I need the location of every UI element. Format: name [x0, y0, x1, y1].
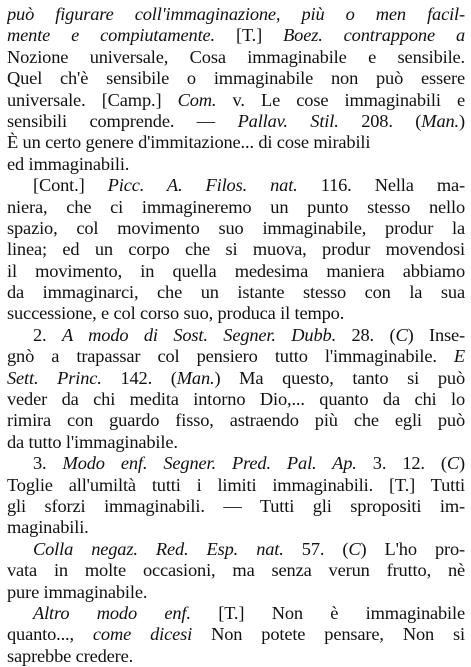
text-span: [T.] Non è immaginabile — [190, 602, 465, 623]
text-line — [7, 261, 465, 282]
text-span: gli sforzi immaginabili. — Tutti gli spropositi im- — [7, 495, 465, 516]
italic-text-span: Boez. contrappone a — [283, 25, 465, 46]
text-span: ed immaginabili. — [7, 153, 130, 174]
italic-text-span: Colla negaz. Red. Esp. nat. — [33, 538, 284, 559]
text-line — [7, 389, 465, 410]
text-line — [7, 111, 465, 132]
italic-text-span: E — [453, 346, 465, 367]
italic-text-span: Altro modo enf. — [33, 602, 191, 623]
italic-text-span: Man. — [176, 367, 215, 388]
italic-text-span: A modo di Sost. Segner. Dubb. — [61, 324, 337, 345]
text-line — [7, 517, 465, 538]
text-line — [7, 154, 465, 175]
text-line — [7, 453, 465, 474]
text-line — [7, 475, 465, 496]
text-span: ) — [459, 453, 465, 474]
text-span: [Cont.] — [33, 175, 108, 196]
text-line — [7, 582, 465, 603]
text-span: linea; ed un corpo che si muova, produr movendosi — [7, 239, 465, 260]
text-line — [7, 68, 465, 89]
text-span: sensibili comprende. — — [7, 110, 238, 131]
text-line — [7, 4, 465, 25]
text-span: veder da chi medita intorno Dio,... quanto da chi lo — [7, 389, 465, 410]
text-span: 3. — [33, 453, 63, 474]
text-line — [7, 603, 465, 624]
text-span: da tutto l'immaginabile. — [7, 431, 178, 452]
text-span: 2. — [33, 324, 62, 345]
text-span: ) — [459, 110, 465, 131]
text-span: quanto..., — [7, 624, 93, 645]
text-span: Non potete pensare, Non si — [192, 624, 465, 645]
italic-text-span: come dicesi — [92, 624, 193, 645]
text-line — [7, 325, 465, 346]
text-line — [7, 368, 465, 389]
text-line — [7, 410, 465, 431]
text-span: 3. 12. ( — [356, 453, 447, 474]
text-span: Quel ch'è sensibile o immaginabile non può essere — [7, 68, 465, 89]
italic-text-span: Pallav. Stil. — [237, 110, 339, 131]
text-span: 116. Nella ma- — [297, 175, 465, 196]
text-span: saprebbe credere. — [7, 645, 134, 666]
text-line — [7, 218, 465, 239]
text-span: rimira con guardo fisso, astraendo più che egli può — [7, 410, 465, 431]
italic-text-span: mente e compiutamente. — [7, 25, 215, 46]
text-span: v. Le cose immaginabili e — [216, 89, 465, 110]
italic-text-span: C — [348, 538, 361, 559]
italic-text-span: Man. — [421, 110, 460, 131]
text-span: da immaginarci, che un istante stesso con la sua — [7, 282, 465, 303]
text-line — [7, 239, 465, 260]
text-line — [7, 303, 465, 324]
text-line — [7, 132, 465, 153]
text-line — [7, 624, 465, 645]
text-span: spazio, col movimento suo immaginabile, produr la — [7, 217, 465, 238]
text-span: 57. ( — [283, 538, 349, 559]
text-span: niera, che ci immagineremo un punto stesso nello — [7, 196, 465, 217]
text-span: vata in molte occasioni, ma senza verun frutto, nè — [7, 560, 465, 581]
text-line — [7, 175, 465, 196]
text-span: 142. ( — [101, 367, 177, 388]
text-span: ) L'ho pro- — [360, 538, 465, 559]
italic-text-span: Com. — [177, 89, 217, 110]
text-span: [T.] — [215, 25, 284, 46]
text-line — [7, 25, 465, 46]
text-line — [7, 539, 465, 560]
text-line — [7, 346, 465, 367]
text-line — [7, 646, 465, 667]
text-span: universale. [Camp.] — [7, 89, 178, 110]
text-line — [7, 90, 465, 111]
text-span: 208. ( — [338, 110, 422, 131]
entry-text-column — [7, 4, 465, 667]
text-span: maginabili. — [7, 517, 89, 538]
italic-text-span: può figurare coll'immaginazione, più o men facil- — [7, 4, 465, 24]
text-span: 28. ( — [336, 324, 396, 345]
text-line — [7, 282, 465, 303]
text-span: Nozione universale, Cosa immaginabile e sensibile. — [7, 46, 465, 67]
text-span: il movimento, in quella medesima maniera abbiamo — [7, 260, 465, 281]
text-line — [7, 560, 465, 581]
text-span: ) Inse- — [407, 324, 465, 345]
text-line — [7, 47, 465, 68]
text-line — [7, 496, 465, 517]
italic-text-span: C — [446, 453, 460, 474]
text-span: È un certo genere d'immitazione... di cose mirabili — [7, 132, 371, 153]
text-span: ) Ma questo, tanto si può — [214, 367, 465, 388]
italic-text-span: Modo enf. Segner. Pred. Pal. Ap. — [62, 453, 357, 474]
italic-text-span: Sett. Princ. — [7, 367, 102, 388]
text-span: successione, e col corso suo, produca il tempo. — [7, 303, 345, 324]
text-span: Toglie all'umiltà tutti i limiti immaginabili. [T.] Tutti — [7, 474, 465, 495]
text-span: pure immaginabile. — [7, 581, 148, 602]
text-line — [7, 197, 465, 218]
italic-text-span: C — [395, 324, 408, 345]
text-span: gnò a trapassar col pensiero tutto l'immaginabile. — [7, 346, 454, 367]
text-line — [7, 432, 465, 453]
italic-text-span: Picc. A. Filos. nat. — [107, 175, 298, 196]
